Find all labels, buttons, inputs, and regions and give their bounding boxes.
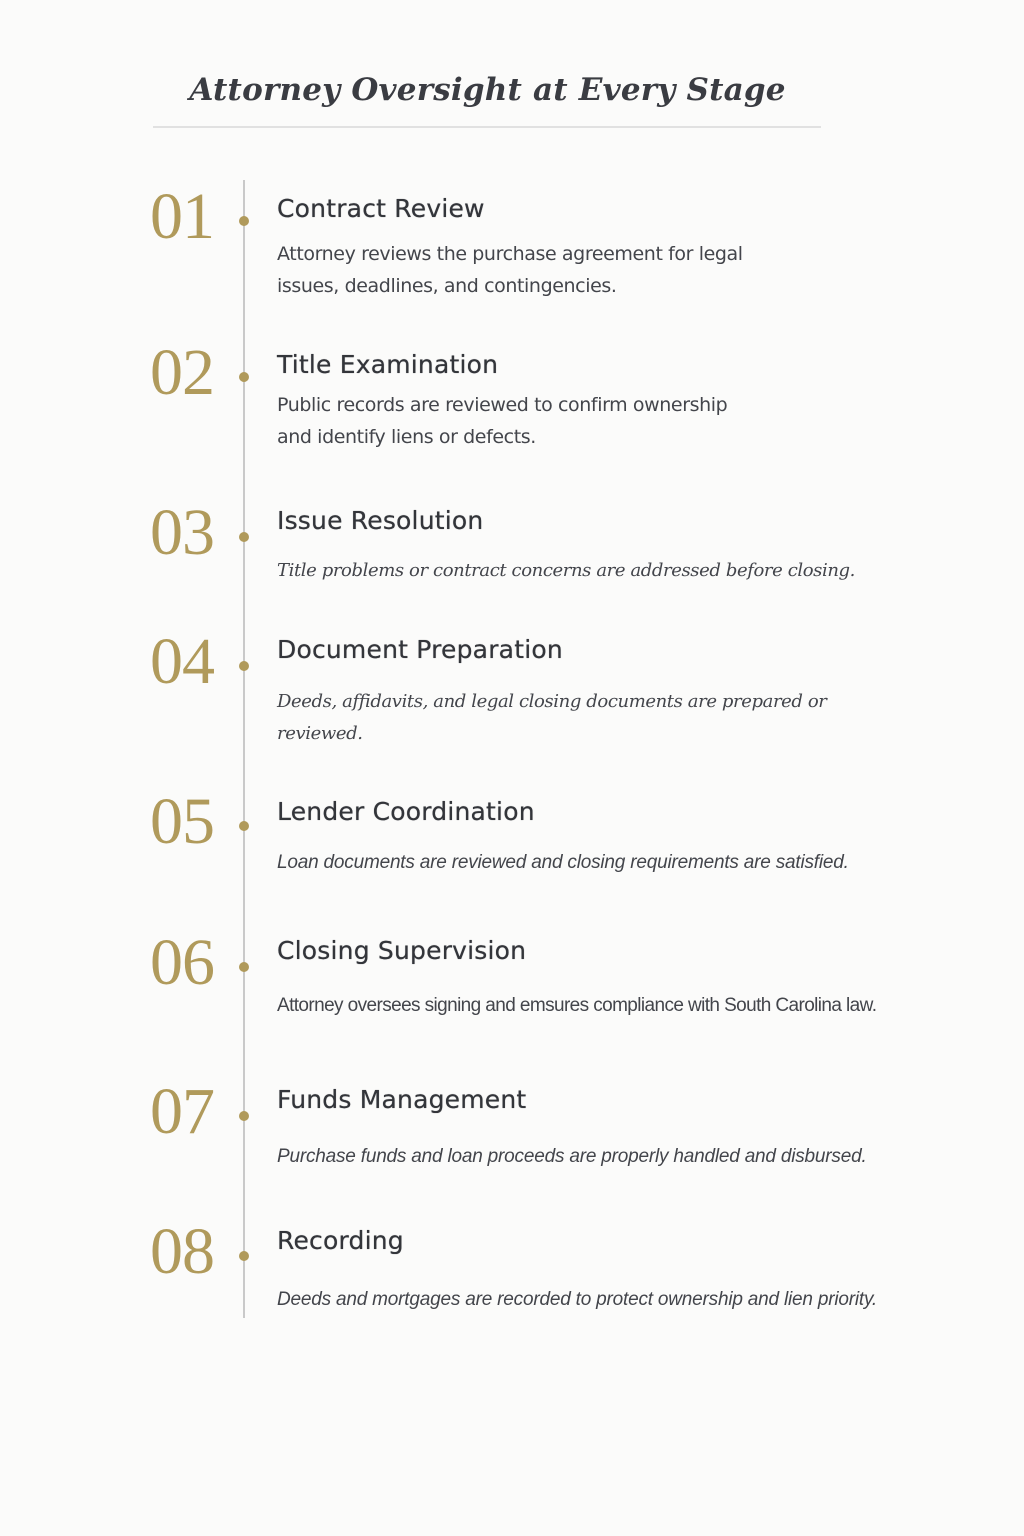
step-recording (0, 1215, 1024, 1351)
timeline-dot-icon (239, 532, 249, 542)
step-heading: Funds Management (277, 1085, 527, 1114)
step-lender-coordination (0, 785, 1024, 921)
step-description (277, 555, 855, 587)
description-line: Attorney reviews the purchase agreement for legal (277, 243, 743, 265)
step-number: 07 (150, 1075, 214, 1148)
timeline-dot-icon (239, 821, 249, 831)
description-line: and identify liens or defects. (277, 426, 536, 448)
timeline-dot-icon (239, 216, 249, 226)
step-description (277, 847, 849, 879)
title-divider (153, 126, 821, 128)
step-title-examination (0, 336, 1024, 472)
description-line: Deeds, affidavits, and legal closing documents are prepared or (277, 691, 827, 712)
step-number: 02 (150, 336, 214, 409)
step-heading: Title Examination (277, 350, 499, 379)
page-title: Attorney Oversight at Every Stage (189, 72, 786, 108)
description-line: Title problems or contract concerns are addressed before closing. (277, 560, 856, 581)
step-number: 04 (150, 625, 214, 698)
step-number: 08 (150, 1215, 214, 1288)
step-funds-management (0, 1075, 1024, 1211)
step-number: 01 (150, 180, 214, 253)
step-number: 05 (150, 785, 214, 858)
step-number: 06 (150, 926, 214, 999)
step-description (277, 990, 876, 1022)
timeline-dot-icon (239, 1251, 249, 1261)
description-line: Loan documents are reviewed and closing requirements are satisfied. (277, 852, 849, 873)
step-heading: Lender Coordination (277, 797, 535, 826)
step-contract-review (0, 180, 1024, 316)
step-description (277, 686, 827, 750)
timeline-dot-icon (239, 661, 249, 671)
description-line: issues, deadlines, and contingencies. (277, 275, 617, 297)
timeline-dot-icon (239, 962, 249, 972)
step-heading: Document Preparation (277, 635, 563, 664)
timeline-dot-icon (239, 1111, 249, 1121)
step-document-preparation (0, 625, 1024, 761)
step-description (277, 389, 727, 453)
step-heading: Issue Resolution (277, 506, 484, 535)
step-issue-resolution (0, 496, 1024, 632)
step-heading: Contract Review (277, 194, 485, 223)
step-description (277, 238, 743, 302)
description-line: Attorney oversees signing and emsures compliance with South Carolina law. (277, 995, 877, 1016)
step-closing-supervision (0, 926, 1024, 1062)
timeline-dot-icon (239, 372, 249, 382)
step-description (277, 1141, 867, 1173)
description-line: Deeds and mortgages are recorded to protect ownership and lien priority. (277, 1289, 877, 1310)
step-number: 03 (150, 496, 214, 569)
description-line: Purchase funds and loan proceeds are properly handled and disbursed. (277, 1146, 867, 1167)
description-line: Public records are reviewed to confirm ownership (277, 394, 728, 416)
description-line: reviewed. (277, 723, 363, 744)
step-heading: Closing Supervision (277, 936, 527, 965)
step-description (277, 1284, 877, 1316)
step-heading: Recording (277, 1226, 404, 1255)
